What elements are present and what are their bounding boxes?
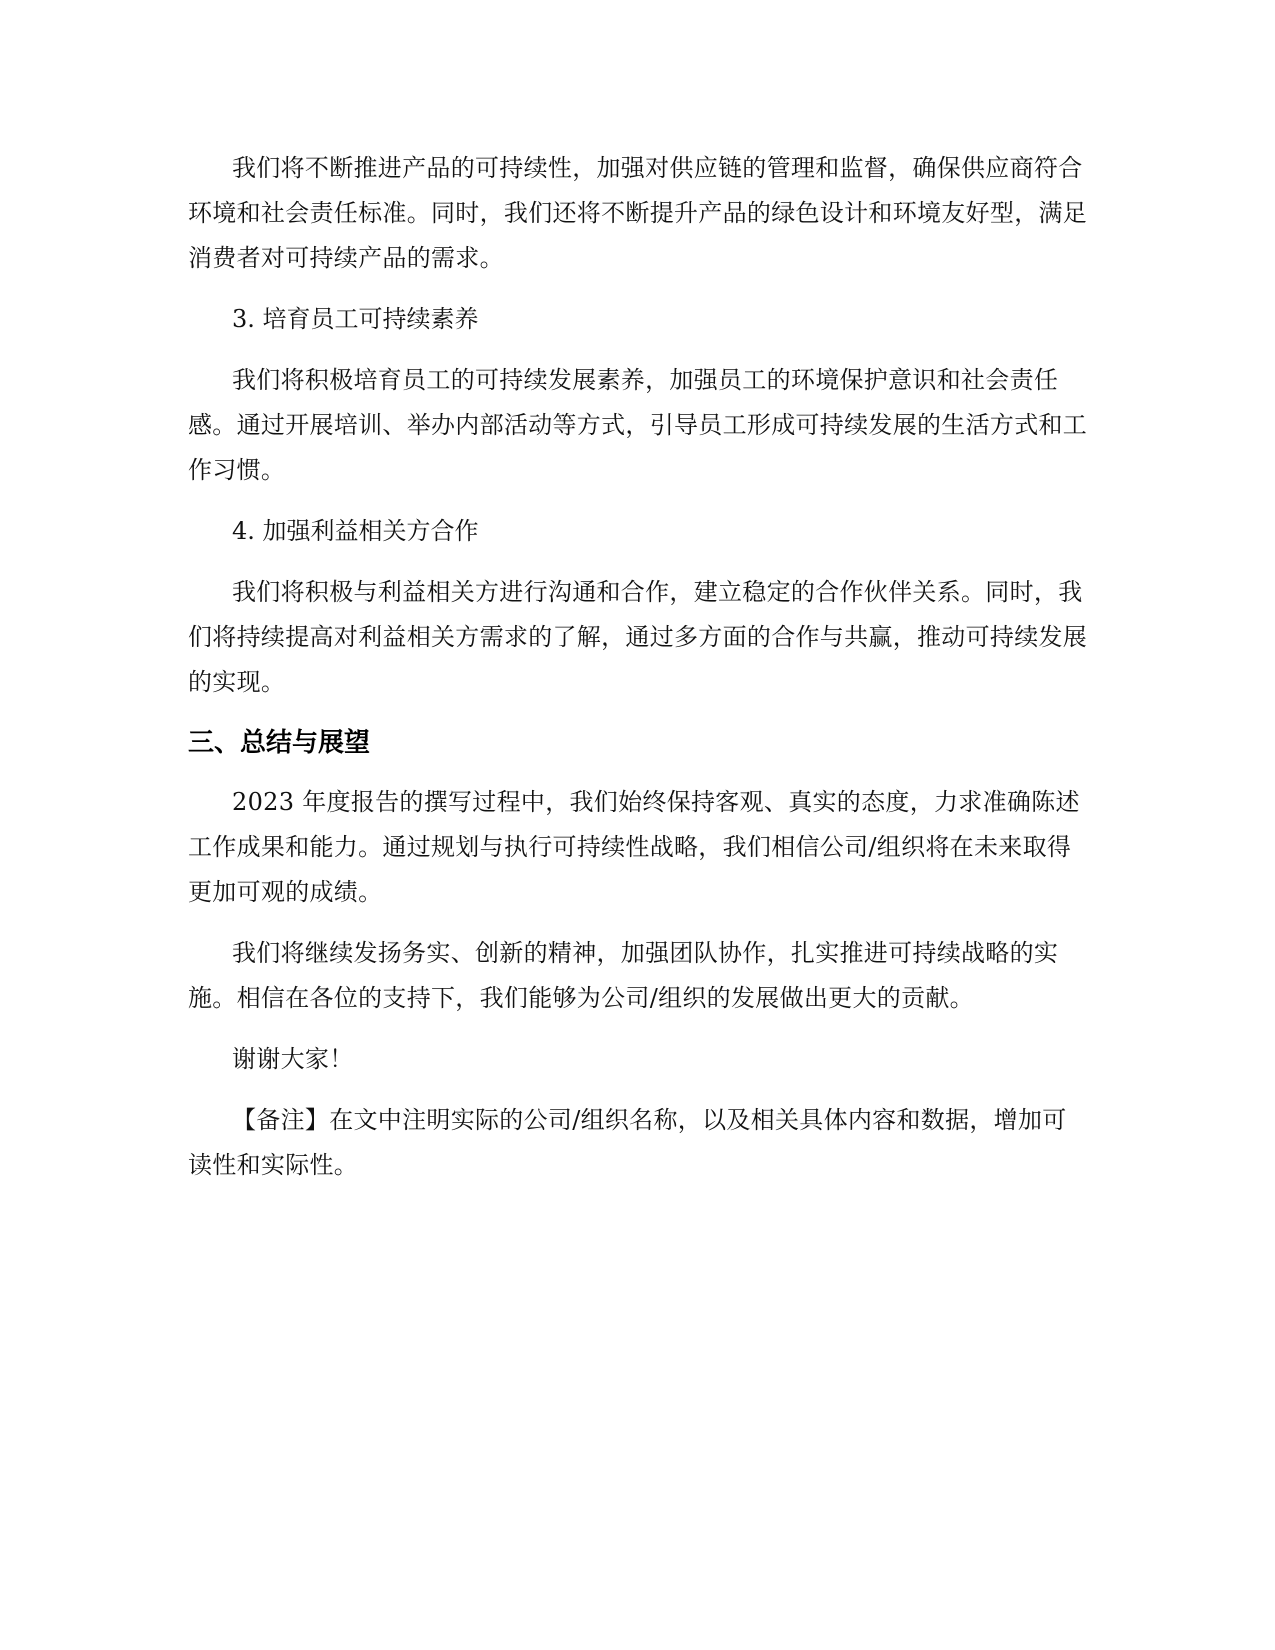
- paragraph-remark: 【备注】在文中注明实际的公司/组织名称，以及相关具体内容和数据，增加可读性和实际性。: [188, 1106, 1067, 1179]
- item-heading-stakeholder-cooperation: 4. 加强利益相关方合作: [232, 517, 479, 545]
- paragraph-outlook: 我们将继续发扬务实、创新的精神，加强团队协作，扎实推进可持续战略的实施。相信在各位的支持下，我们能够为公司/组织的发展做出更大的贡献。: [188, 939, 1059, 1012]
- document-body: [188, 146, 1088, 1204]
- section-heading-summary: 三、总结与展望: [188, 728, 371, 758]
- paragraph-report-summary: 2023 年度报告的撰写过程中，我们始终保持客观、真实的态度，力求准确陈述工作成果和能力。通过规划与执行可持续性战略，我们相信公司/组织将在未来取得更加可观的成绩。: [188, 788, 1080, 906]
- paragraph-product-sustainability: 我们将不断推进产品的可持续性，加强对供应链的管理和监督，确保供应商符合环境和社会责任标准。同时，我们还将不断提升产品的绿色设计和环境友好型，满足消费者对可持续产品的需求。: [188, 154, 1088, 272]
- paragraph-employee-literacy: 我们将积极培育员工的可持续发展素养，加强员工的环境保护意识和社会责任感。通过开展培训、举办内部活动等方式，引导员工形成可持续发展的生活方式和工作习惯。: [188, 366, 1088, 484]
- paragraph-stakeholder-cooperation: 我们将积极与利益相关方进行沟通和合作，建立稳定的合作伙伴关系。同时，我们将持续提高对利益相关方需求的了解，通过多方面的合作与共赢，推动可持续发展的实现。: [188, 578, 1088, 696]
- item-heading-employee-literacy: 3. 培育员工可持续素养: [232, 305, 479, 333]
- paragraph-thanks: 谢谢大家！: [232, 1045, 354, 1073]
